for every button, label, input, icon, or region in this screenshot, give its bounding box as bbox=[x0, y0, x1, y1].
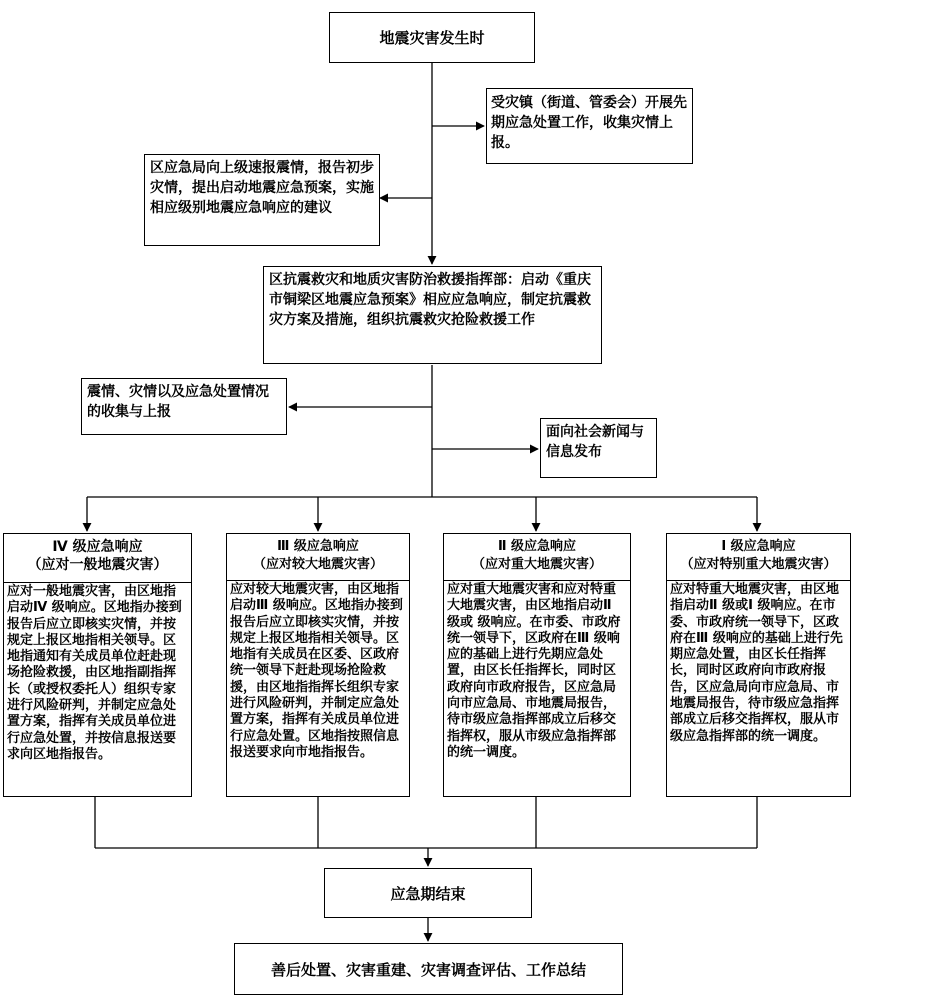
level4-response-box bbox=[3, 533, 192, 797]
hq-text: 区抗震救灾和地质灾害防治救援指挥部：启动《重庆市铜梁区地震应急预案》相应应急响应，制定抗震救灾方案及措施，组织抗震救灾抢险救援工作 bbox=[269, 272, 591, 328]
level1-title: Ⅰ 级应急响应 bbox=[721, 539, 796, 554]
bureau-report-text: 区应急局向上级速报震情，报告初步灾情，提出启动地震应急预案，实施相应级别地震应急响应的建议 bbox=[150, 160, 374, 216]
level2-body: 应对重大地震灾害和应对特重大地震灾害，由区地指启动Ⅱ 级或 级响应。在市委、市政府统一领导下，区政府在Ⅲ 级响应的基础上进行先期应急处置，由区长任指挥长，同时区政府向市政府报告，区应急局向市应急局、市地震局报告，待市级应急指挥部成立后移交指挥权，服从市级应急指挥部的统一调度。 bbox=[444, 580, 630, 762]
level2-title: Ⅱ 级应急响应 bbox=[497, 539, 577, 554]
level2-subtitle: （应对重大地震灾害） bbox=[471, 557, 602, 572]
bureau-report-box bbox=[144, 154, 380, 246]
town-action-text: 受灾镇（街道、管委会）开展先期应急处置工作，收集灾情上报。 bbox=[491, 95, 687, 151]
level4-subtitle: （应对一般地震灾害） bbox=[27, 557, 168, 573]
level1-response-box bbox=[666, 533, 851, 797]
level3-subtitle: （应对较大地震灾害） bbox=[252, 557, 383, 572]
level1-subtitle: （应对特别重大地震灾害） bbox=[680, 557, 837, 572]
level3-body: 应对较大地震灾害，由区地指启动Ⅲ 级响应。区地指办接到报告后应立即核实灾情，并按规定上报区地指相关领导。区地指有关成员在区委、区政府统一领导下赶赴现场抢险救援，由区地指指挥长组织专家进行风险研判，并制定应急处置方案，指挥有关成员单位进行应急处置。区地指按照信息报送要求向市地指报告。 bbox=[227, 580, 409, 762]
news-release-box bbox=[540, 418, 657, 478]
aftermath-box bbox=[234, 943, 623, 995]
start-node bbox=[329, 12, 535, 63]
emergency-end-label: 应急期结束 bbox=[390, 884, 466, 903]
start-label: 地震灾害发生时 bbox=[379, 29, 485, 47]
collect-report-text: 震情、灾情以及应急处置情况的收集与上报 bbox=[87, 384, 269, 420]
level3-title: Ⅲ 级应急响应 bbox=[277, 539, 359, 554]
level4-title: Ⅳ 级应急响应 bbox=[52, 539, 143, 555]
town-action-box bbox=[486, 88, 693, 164]
news-release-text: 面向社会新闻与信息发布 bbox=[546, 424, 644, 460]
level1-body: 应对特重大地震灾害，由区地指启动Ⅱ 级或Ⅰ 级响应。在市委、市政府统一领导下，区政府在Ⅲ 级响应的基础上进行先期应急处置，由区长任指挥长，同时区政府向市政府报告，区应急局向市应急局、市地震局报告，待市级应急指挥部成立后移交指挥权，服从市级应急指挥部的统一调度。 bbox=[667, 580, 850, 746]
hq-box bbox=[263, 266, 602, 364]
collect-report-box bbox=[81, 378, 287, 435]
level4-body: 应对一般地震灾害，由区地指启动Ⅳ 级响应。区地指办接到报告后应立即核实灾情，并按规定上报区地指相关领导。区地指通知有关成员单位赶赴现场抢险救援，由区地指副指挥长（或授权委托人）组织专家进行风险研判，并制定应急处置方案，指挥有关成员单位进行应急处置，并按信息报送要求向区地指报告。 bbox=[4, 582, 191, 764]
level2-response-box bbox=[443, 533, 631, 797]
level3-response-box bbox=[226, 533, 410, 797]
emergency-end-box bbox=[324, 868, 532, 918]
aftermath-label: 善后处置、灾害重建、灾害调查评估、工作总结 bbox=[270, 960, 586, 979]
